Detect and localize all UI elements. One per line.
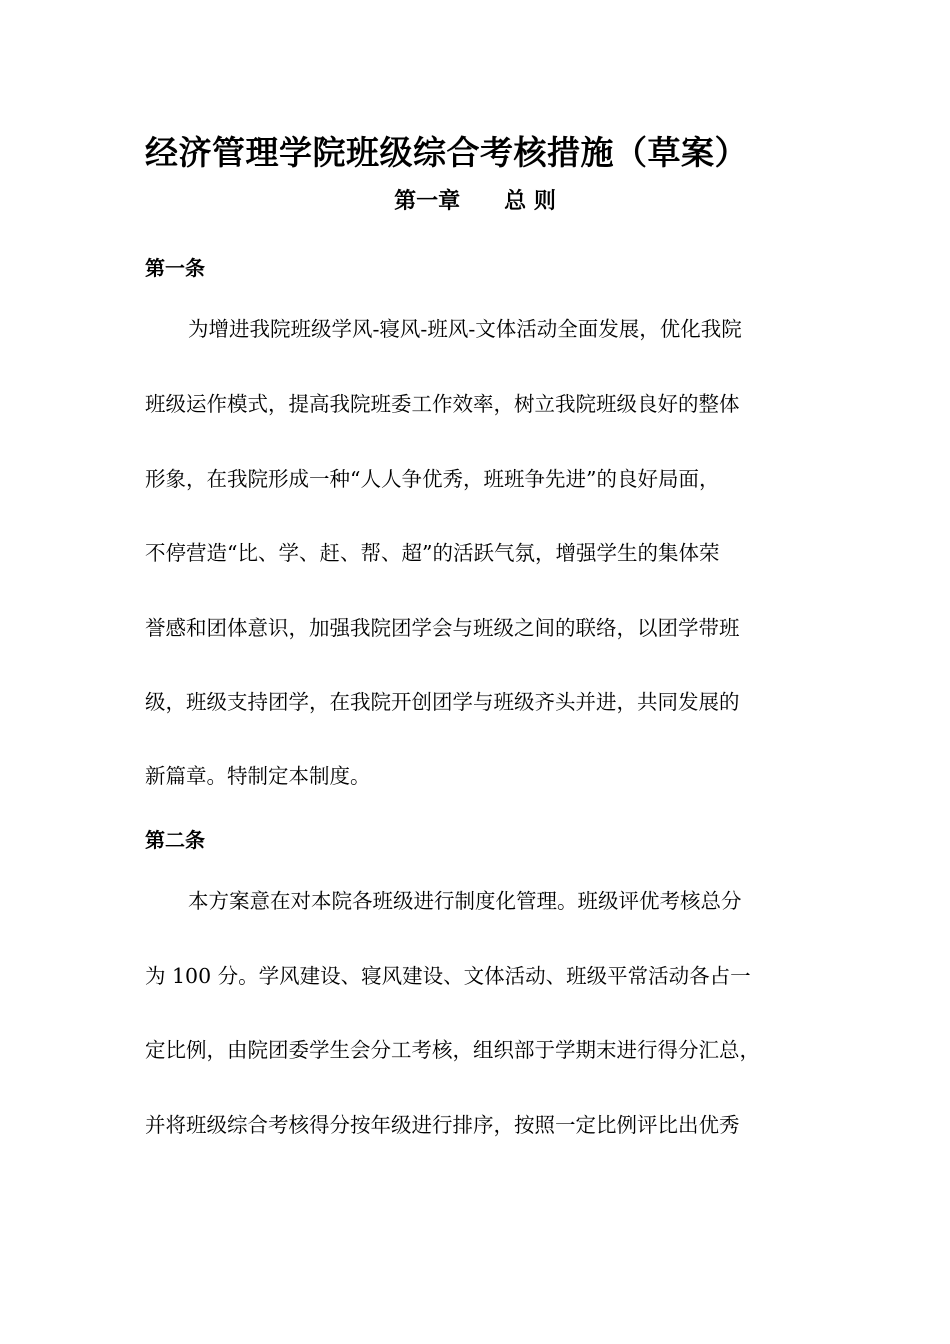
article-1-line-4: 不停营造“比、学、赶、帮、超”的活跃气氛，增强学生的集体荣: [145, 541, 720, 565]
article-1-line-3: 形象，在我院形成一种“人人争优秀，班班争先进”的良好局面，: [145, 467, 720, 491]
article-2-line-2: 为 100 分。学风建设、寝风建设、文体活动、班级平常活动各占一: [145, 964, 751, 988]
article-1-line-1: 为增进我院班级学风-寝风-班风-文体活动全面发展，优化我院: [188, 317, 742, 341]
article-1-line-7: 新篇章。特制定本制度。: [145, 764, 371, 788]
chapter-title: 第一章 总 则: [394, 189, 556, 214]
article-2-line-4: 并将班级综合考核得分按年级进行排序，按照一定比例评比出优秀: [145, 1113, 740, 1137]
article-1-heading: 第一条: [145, 256, 205, 280]
article-2-line-3: 定比例，由院团委学生会分工考核，组织部于学期末进行得分汇总，: [145, 1038, 760, 1062]
article-1-line-6: 级，班级支持团学，在我院开创团学与班级齐头并进，共同发展的: [145, 690, 740, 714]
document-title: 经济管理学院班级综合考核措施（草案）: [145, 133, 748, 172]
article-1-line-5: 誉感和团体意识，加强我院团学会与班级之间的联络，以团学带班: [145, 616, 740, 640]
article-2-line-1: 本方案意在对本院各班级进行制度化管理。班级评优考核总分: [188, 889, 742, 913]
article-2-heading: 第二条: [145, 828, 205, 852]
article-1-line-2: 班级运作模式，提高我院班委工作效率，树立我院班级良好的整体: [145, 392, 740, 416]
